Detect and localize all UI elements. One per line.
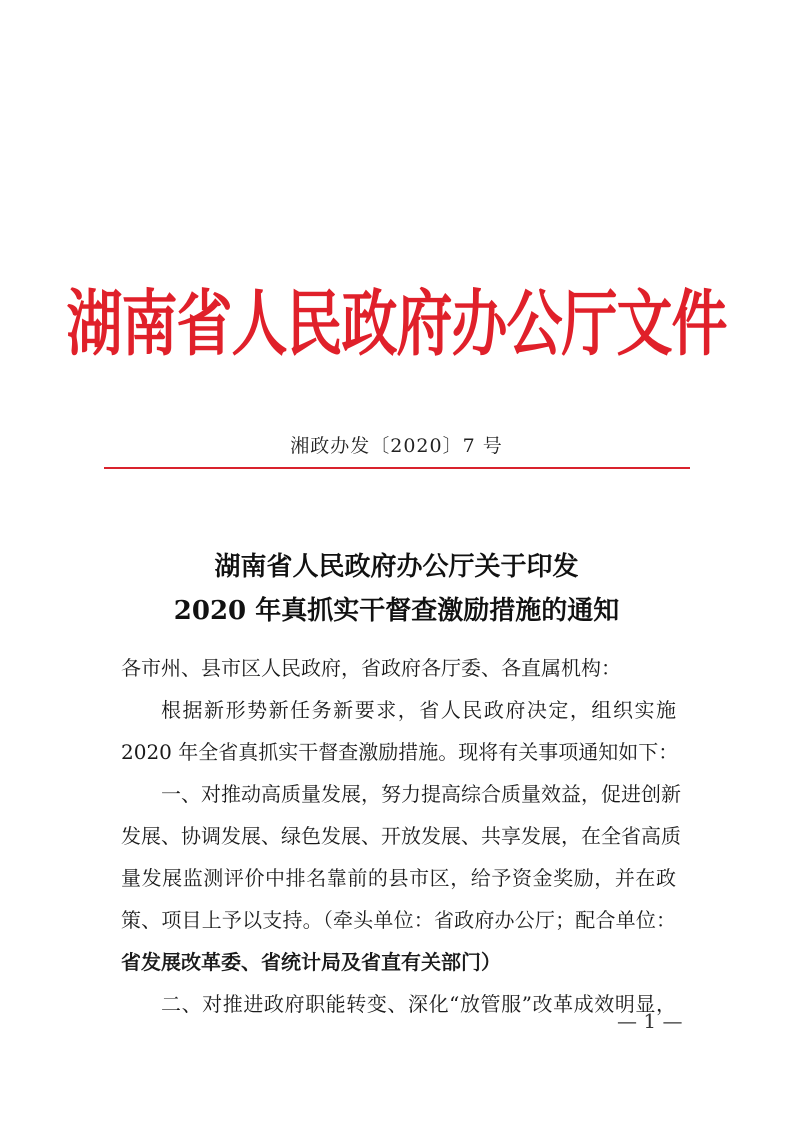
masthead-title: 湖南省人民政府办公厅文件 (66, 283, 727, 367)
body-line: 发展、协调发展、绿色发展、开放发展、共享发展，在全省高质 (121, 824, 681, 848)
red-divider-line (104, 467, 690, 469)
body-line: 量发展监测评价中排名靠前的县市区，给予资金奖励，并在政 (121, 866, 676, 890)
page-number: — 1 — (617, 1009, 683, 1033)
body-line: 二、对推进政府职能转变、深化“放管服”改革成效明显， (161, 992, 676, 1016)
notice-title-line-1: 湖南省人民政府办公厅关于印发 (214, 552, 579, 582)
body-line: 2020 年全省真抓实干督查激励措施。现将有关事项通知如下： (121, 740, 679, 764)
body-line: 根据新形势新任务新要求，省人民政府决定，组织实施 (161, 698, 676, 722)
body-line: 省发展改革委、省统计局及省直有关部门） (121, 950, 501, 974)
addressee-line: 各市州、县市区人民政府，省政府各厅委、各直属机构： (121, 656, 621, 680)
body-line: 策、项目上予以支持。（牵头单位：省政府办公厅；配合单位： (121, 908, 676, 932)
body-line: 一、对推动高质量发展，努力提高综合质量效益，促进创新 (161, 782, 681, 806)
document-number: 湘政办发〔2020〕7 号 (290, 435, 503, 457)
notice-title-line-2: 2020 年真抓实干督查激励措施的通知 (173, 596, 620, 626)
